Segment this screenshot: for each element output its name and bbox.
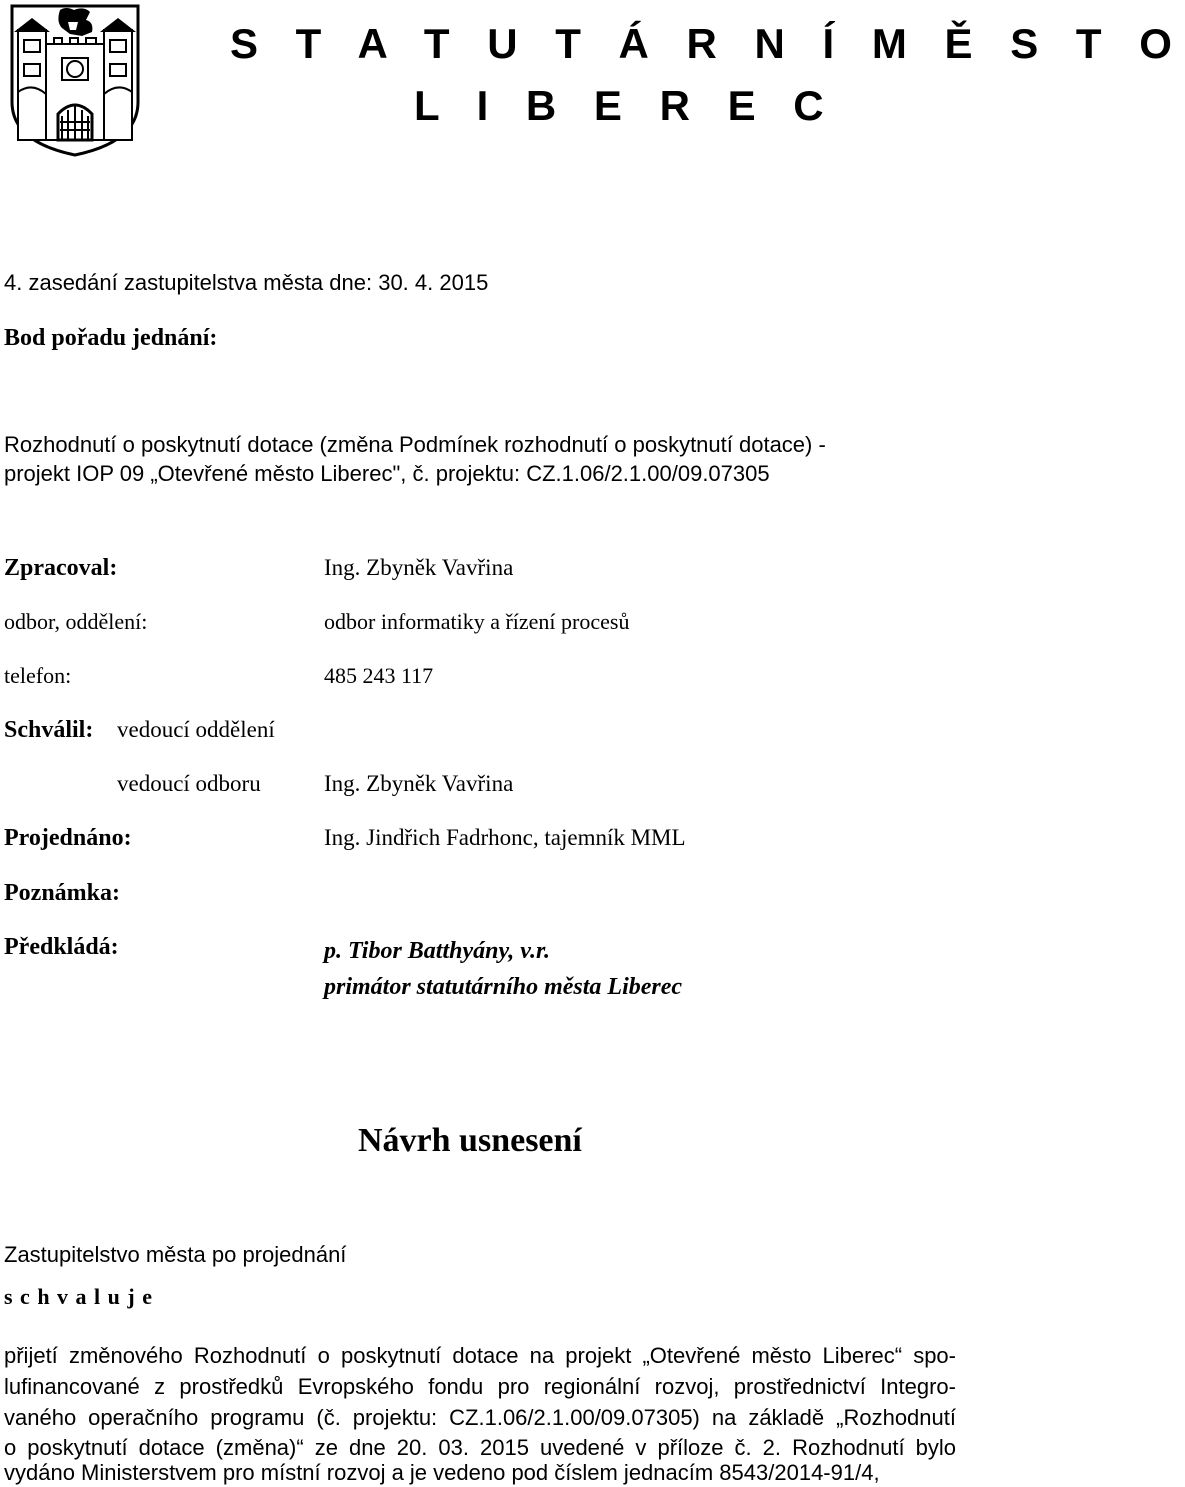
discussed-label: Projednáno: <box>4 825 132 851</box>
discussed-value: Ing. Jindřich Fadrhonc, tajemník MML <box>324 825 686 850</box>
resolution-text-line: o poskytnutí dotace (změna)“ ze dne 20. 03. 2015 uvedené v příloze č. 2. Rozhodnutí bylo <box>4 1435 956 1460</box>
department-value: odbor informatiky a řízení procesů <box>324 609 630 634</box>
approved-value: Ing. Zbyněk Vavřina <box>324 771 514 796</box>
presenter-role: primátor statutárního města Liberec <box>324 974 683 1000</box>
presenter-label: Předkládá: <box>4 934 119 960</box>
phone-label: telefon: <box>4 663 72 688</box>
phone-value: 485 243 117 <box>324 663 434 688</box>
resolution-text-line: lufinancované z prostředků Evropského fondu pro regionální rozvoj, prostřednictví Integro- <box>4 1374 956 1399</box>
resolution-intro: Zastupitelstvo města po projednání <box>4 1242 347 1267</box>
resolution-text-line: vydáno Ministerstvem pro místní rozvoj a je vedeno pod číslem jednacím 8543/2014-91/4, <box>4 1460 880 1485</box>
approved-role-head: vedoucí odboru <box>117 771 261 796</box>
resolution-verb: s c h v a l u j e <box>4 1284 153 1309</box>
session-line: 4. zasedání zastupitelstva města dne: 30. 4. 2015 <box>4 270 489 295</box>
resolution-text-line: vaného operačního programu (č. projektu: CZ.1.06/2.1.00/09.07305) na základě „Rozhodnutí <box>4 1405 956 1430</box>
subject-line2: projekt IOP 09 „Otevřené město Liberec", č. projektu: CZ.1.06/2.1.00/09.07305 <box>4 461 770 486</box>
prepared-value: Ing. Zbyněk Vavřina <box>324 555 514 580</box>
approved-label: Schválil: <box>4 717 94 743</box>
approved-role-department: vedoucí oddělení <box>117 717 275 742</box>
resolution-heading: Návrh usnesení <box>358 1122 582 1159</box>
agenda-label: Bod pořadu jednání: <box>4 325 218 351</box>
department-label: odbor, oddělení: <box>4 609 148 634</box>
resolution-text-line: přijetí změnového Rozhodnutí o poskytnutí dotace na projekt „Otevřené město Liberec“ spo- <box>4 1343 956 1368</box>
prepared-label: Zpracoval: <box>4 555 118 581</box>
note-label: Poznámka: <box>4 880 120 906</box>
presenter-name: p. Tibor Batthyány, v.r. <box>324 938 551 964</box>
liberec-coat-of-arms-icon <box>8 2 142 158</box>
city-title-line1: S T A T U T Á R N Í M Ě S T O <box>230 20 1185 67</box>
subject-line1: Rozhodnutí o poskytnutí dotace (změna Podmínek rozhodnutí o poskytnutí dotace) - <box>4 432 826 457</box>
city-title-line2: L I B E R E C <box>414 82 837 129</box>
